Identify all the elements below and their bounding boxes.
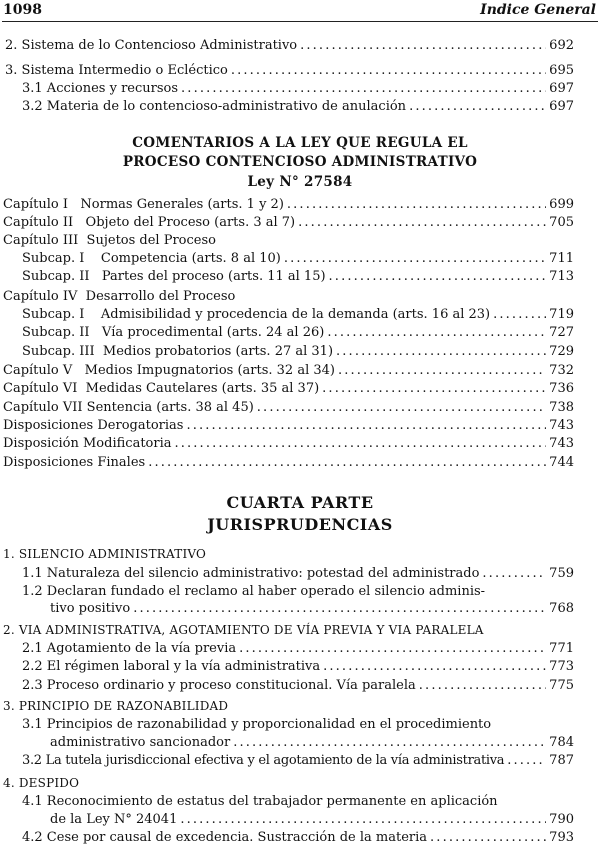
toc-entry[interactable]: 2.1 Agotamiento de la vía previa . . . 771	[22, 640, 574, 658]
leader-dots	[233, 734, 546, 752]
toc-entry[interactable]: 1.1 Naturaleza del silencio administrativo: potestad del administrado . . . 759	[22, 565, 574, 583]
leader-dots	[186, 417, 546, 435]
leader-dots	[507, 752, 546, 770]
running-title: Indice General	[480, 2, 596, 18]
commentary-heading-line1: COMENTARIOS A LA LEY QUE REGULA EL	[132, 135, 468, 151]
toc-entry[interactable]: 3.2 La tutela jurisdiccional efectiva y el agotamiento de la vía administrativa . . . 787	[22, 752, 574, 770]
toc-entry[interactable]: Capítulo II Objeto del Proceso (arts. 3 al 7) . . . 705	[3, 214, 574, 232]
leader-dots	[329, 268, 547, 286]
toc-entry[interactable]: Disposición Modificatoria . . . 743	[3, 435, 574, 453]
leader-dots	[133, 600, 546, 618]
leader-dots	[430, 829, 546, 847]
leader-dots	[298, 214, 546, 232]
leader-dots	[493, 306, 546, 324]
leader-dots	[257, 399, 546, 417]
section-title[interactable]: 2. VIA ADMINISTRATIVA, AGOTAMIENTO DE VÍA PREVIA Y VIA PARALELA	[3, 623, 484, 637]
toc-entry[interactable]: Capítulo I Normas Generales (arts. 1 y 2) . . . 699	[3, 196, 574, 214]
toc-entry[interactable]: Subcap. I Competencia (arts. 8 al 10) . . . 711	[22, 250, 574, 268]
toc-entry-line1[interactable]: 3.1 Principios de razonabilidad y proporcionalidad en el procedimiento	[22, 717, 492, 732]
section-title[interactable]: 1. SILENCIO ADMINISTRATIVO	[3, 547, 207, 561]
toc-entry[interactable]: Subcap. III Medios probatorios (arts. 27 al 31) . . . 729	[22, 343, 574, 361]
leader-dots	[239, 640, 546, 658]
toc-entry-line1[interactable]: 4.1 Reconocimiento de estatus del trabajador permanente en aplicación	[22, 794, 498, 809]
toc-entry[interactable]: 2. Sistema de lo Contencioso Administrativo . . . 692	[5, 37, 574, 55]
toc-entry[interactable]: de la Ley N° 24041 . . . 790	[50, 811, 574, 829]
toc-entry[interactable]: 2.3 Proceso ordinario y proceso constitucional. Vía paralela . . . 775	[22, 677, 574, 695]
part-title: CUARTA PARTE	[226, 493, 374, 512]
leader-dots	[409, 98, 546, 116]
leader-dots	[148, 454, 546, 472]
leader-dots	[300, 37, 546, 55]
toc-entry[interactable]: administrativo sancionador . . . 784	[50, 734, 574, 752]
leader-dots	[181, 80, 546, 98]
leader-dots	[336, 343, 546, 361]
part-subtitle: JURISPRUDENCIAS	[207, 515, 393, 534]
header-rule	[2, 21, 598, 22]
chapter-title[interactable]: Capítulo IV Desarrollo del Proceso	[3, 289, 236, 304]
chapter-title[interactable]: Capítulo III Sujetos del Proceso	[3, 233, 216, 248]
leader-dots	[287, 196, 546, 214]
leader-dots	[322, 380, 546, 398]
commentary-heading-line3: Ley N° 27584	[247, 174, 353, 190]
leader-dots	[419, 677, 546, 695]
leader-dots	[175, 435, 547, 453]
toc-entry[interactable]: Capítulo VI Medidas Cautelares (arts. 35 al 37) . . . 736	[3, 380, 574, 398]
toc-entry-line1[interactable]: 1.2 Declaran fundado el reclamo al haber operado el silencio adminis-	[22, 584, 486, 599]
leader-dots	[231, 62, 546, 80]
toc-entry[interactable]: 3.2 Materia de lo contencioso-administrativo de anulación . . . 697	[22, 98, 574, 116]
commentary-heading-line2: PROCESO CONTENCIOSO ADMINISTRATIVO	[122, 154, 478, 170]
toc-entry[interactable]: Capítulo V Medios Impugnatorios (arts. 32 al 34) . . . 732	[3, 362, 574, 380]
toc-entry[interactable]: tivo positivo . . . 768	[50, 600, 574, 618]
toc-entry[interactable]: 4.2 Cese por causal de excedencia. Sustracción de la materia . . . 793	[22, 829, 574, 847]
toc-entry[interactable]: Subcap. II Partes del proceso (arts. 11 al 15) . . . 713	[22, 268, 574, 286]
toc-entry[interactable]: Subcap. II Vía procedimental (arts. 24 al 26) . . . 727	[22, 324, 574, 342]
toc-entry[interactable]: Disposiciones Finales . . . 744	[3, 454, 574, 472]
leader-dots	[327, 324, 546, 342]
leader-dots	[284, 250, 546, 268]
page-header	[0, 0, 600, 22]
toc-entry[interactable]: Disposiciones Derogatorias . . . 743	[3, 417, 574, 435]
page-number: 1098	[3, 2, 42, 18]
toc-entry[interactable]: 3. Sistema Intermedio o Ecléctico . . . 695	[5, 62, 574, 80]
leader-dots	[323, 658, 546, 676]
toc-entry[interactable]: Subcap. I Admisibilidad y procedencia de la demanda (arts. 16 al 23) . . . 719	[22, 306, 574, 324]
section-title[interactable]: 4. DESPIDO	[3, 776, 80, 790]
leader-dots	[180, 811, 546, 829]
leader-dots	[482, 565, 546, 583]
toc-entry[interactable]: 2.2 El régimen laboral y la vía administrativa . . . 773	[22, 658, 574, 676]
section-title[interactable]: 3. PRINCIPIO DE RAZONABILIDAD	[3, 699, 229, 713]
toc-entry[interactable]: Capítulo VII Sentencia (arts. 38 al 45) . . . 738	[3, 399, 574, 417]
toc-entry[interactable]: 3.1 Acciones y recursos . . . 697	[22, 80, 574, 98]
leader-dots	[338, 362, 546, 380]
